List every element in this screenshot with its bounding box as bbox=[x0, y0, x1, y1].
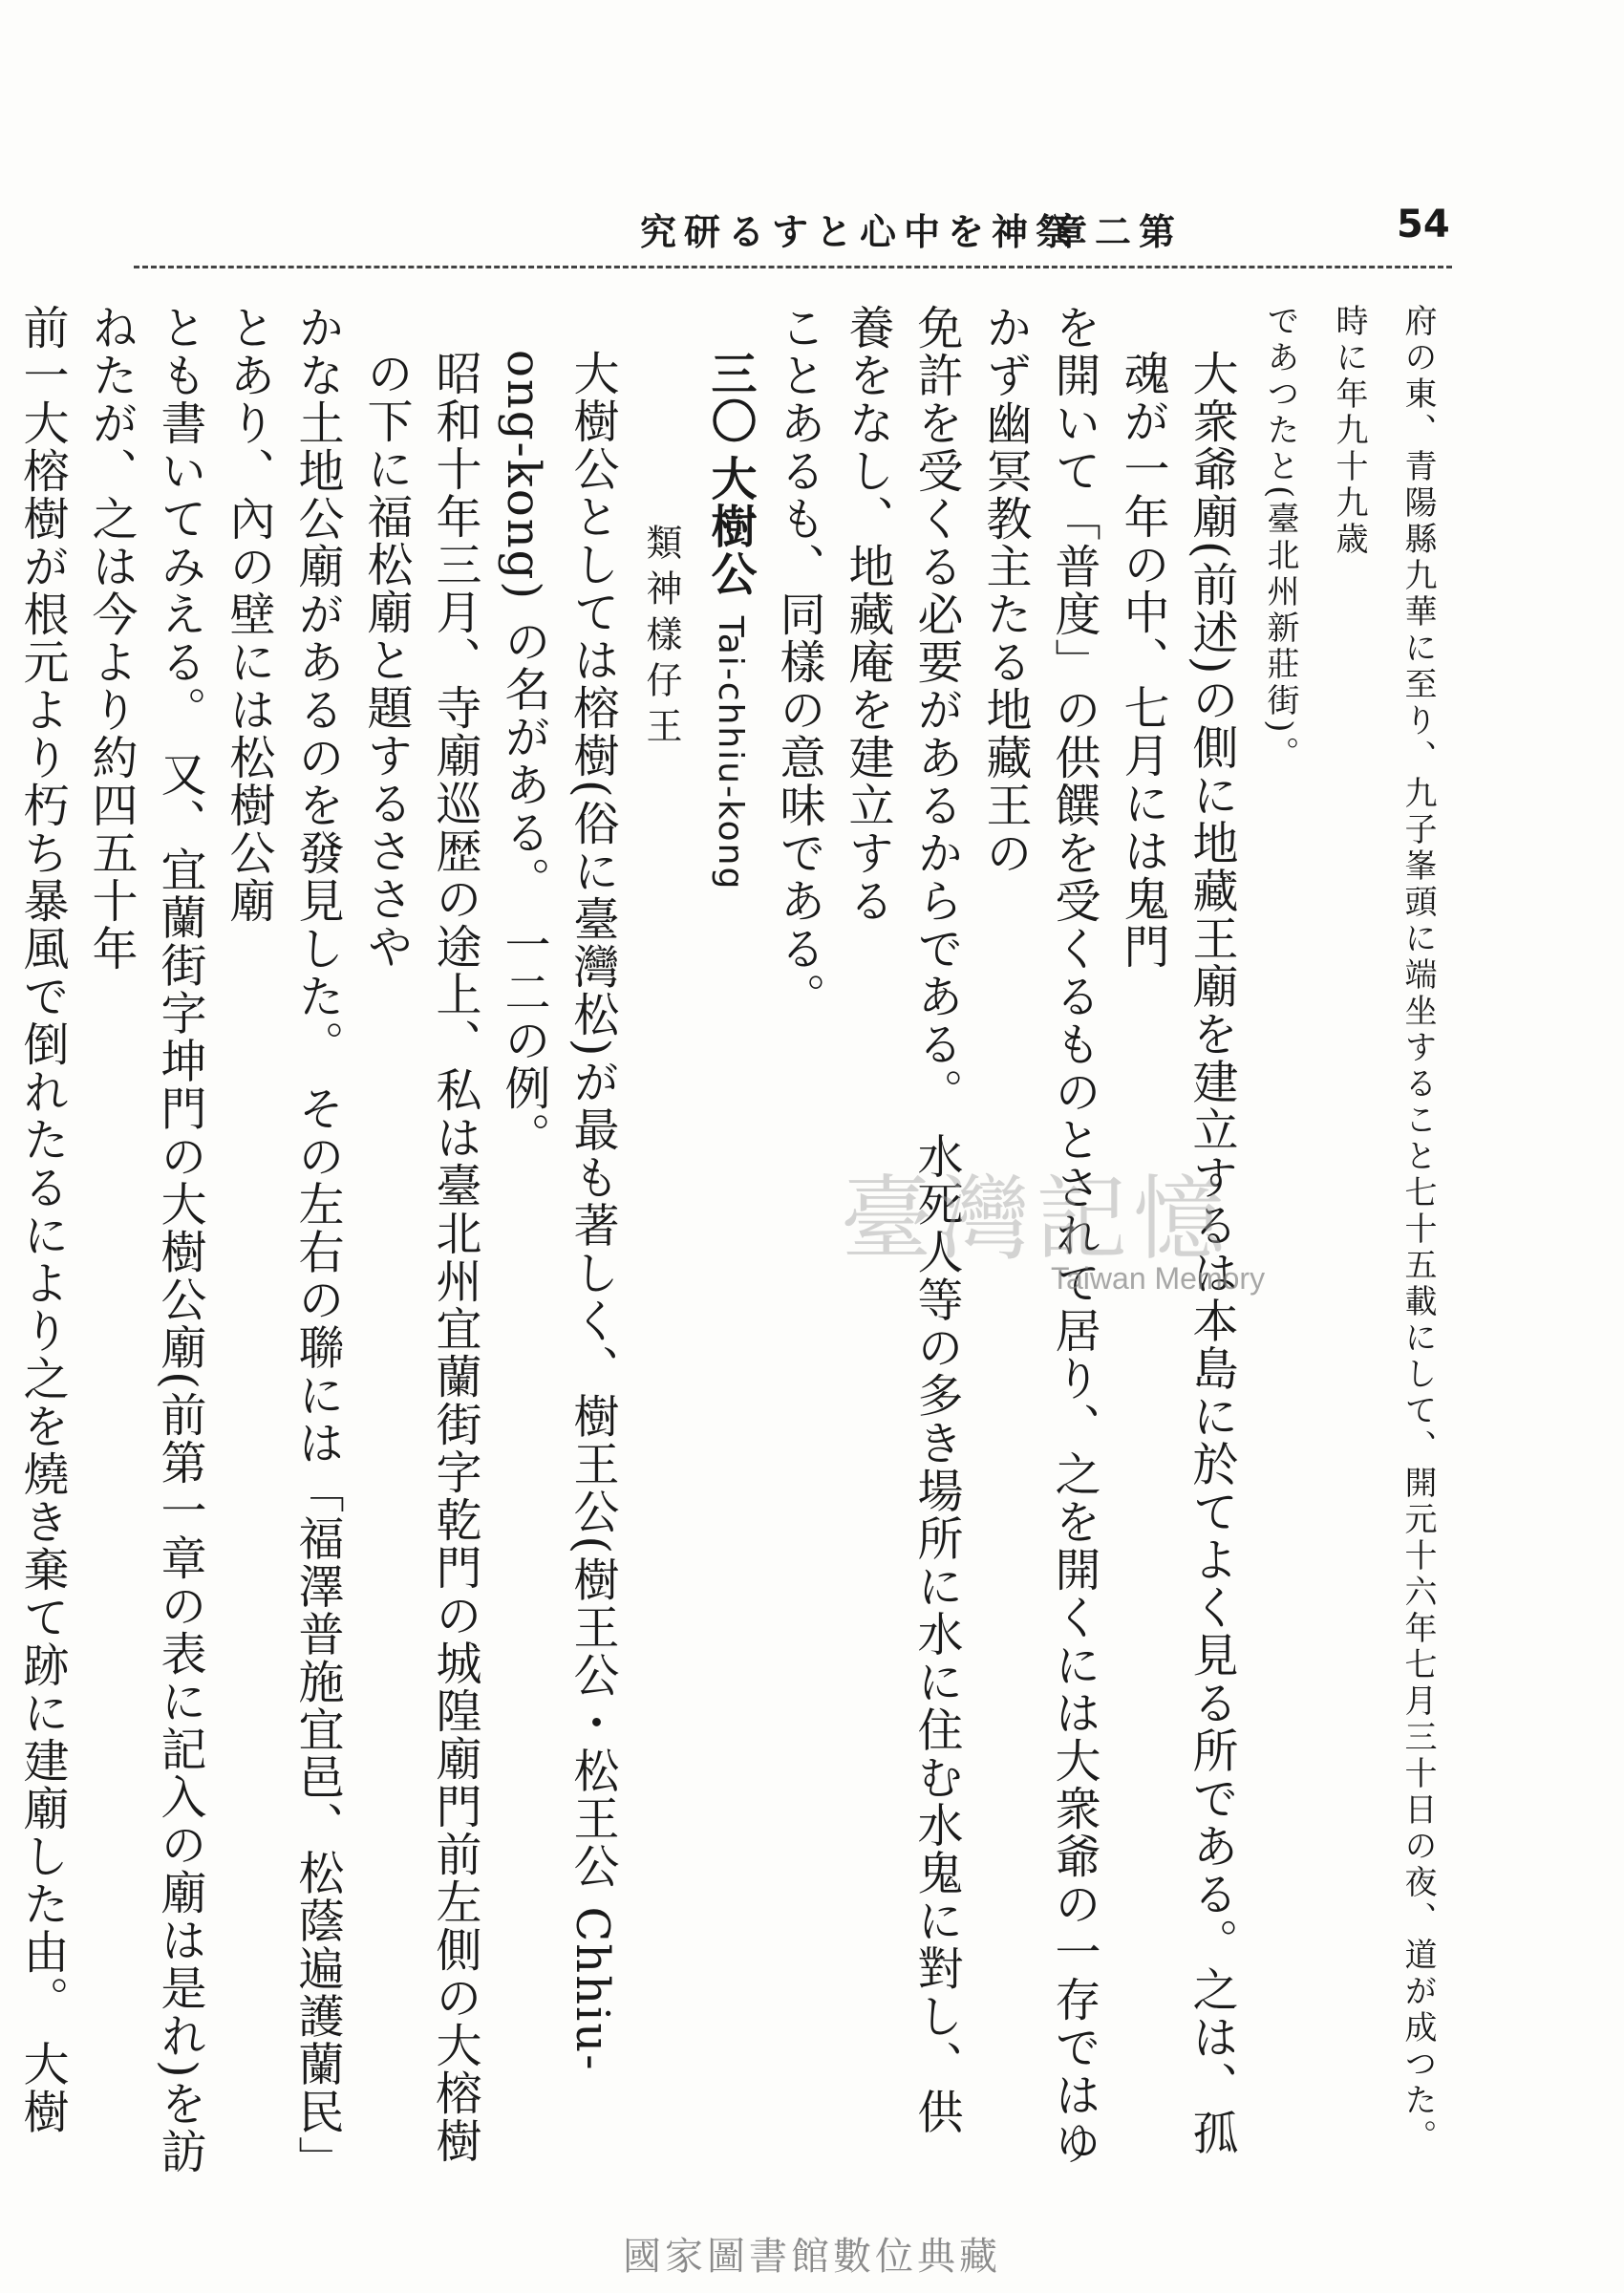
section-latin-name: Tai-chhiu-kong bbox=[711, 615, 750, 891]
text-line: 大樹公としては榕樹(俗に臺灣松)が最も著しく、樹王公 bbox=[566, 350, 619, 1536]
section-subtitle: 類神樣仔王 bbox=[640, 524, 682, 753]
page-number: 54 bbox=[1397, 203, 1450, 246]
paragraph-start bbox=[489, 304, 627, 2176]
footer-credit: 國家圖書館數位典藏 bbox=[623, 2235, 1001, 2279]
text-line: かな土地公廟があるのを發見した。 その左右の聯には「福澤普施宜邑、松蔭遍護蘭民」とあり、內の壁には松樹公廟 bbox=[222, 304, 344, 2161]
header-chapter: 章二第 bbox=[1051, 210, 1184, 253]
text-line: 前一大榕樹が根元より朽ち暴風で倒れたるにより之を燒き棄て跡に建廟した由。 大樹 bbox=[15, 304, 69, 2136]
paragraph-start: 昭和十年三月、寺廟巡歴の途上、私は臺北州宜蘭街字乾門の城隍廟門前左側の大榕樹の下に福松廟と題するささや bbox=[359, 350, 481, 2165]
running-header bbox=[143, 203, 1442, 253]
section-aliases: (樹王公・松王公 Chhiu-ong-kong) の名がある。 一二の例。 bbox=[497, 350, 619, 2072]
header-title: 究研るすと心中を神祭 bbox=[640, 210, 1080, 253]
paragraph-start: 大衆爺廟(前述)の側に地藏王廟を建立するは本島に於てよく見る所である。之は、孤魂が一年の中、七月には鬼門 bbox=[1116, 350, 1238, 2157]
section-title: 大樹公 bbox=[703, 455, 757, 598]
text-line: を開いて「普度」の供饌を受くるものとされて居り、之を開くには大衆爺の一存ではゆかず幽冥教主たる地藏王の bbox=[978, 304, 1100, 2167]
text-line: 府の東、青陽縣九華に至り、九子峯頭に端坐すること七十五載にして、開元十六年七月三十日の夜、道が成つた。時に年九十九歳 bbox=[1330, 304, 1437, 2155]
section-number: 三〇 bbox=[703, 350, 757, 445]
body-text bbox=[15, 304, 1452, 2176]
section-heading bbox=[695, 304, 764, 2176]
text-line: 免許を受くる必要があるからである。 水死人等の多き場所に水に住む水鬼に對し、供養をなし、地藏庵を建立する bbox=[841, 304, 963, 2136]
text-line: とも書いてみえる。 又、宜蘭街字坤門の大樹公廟(前第一章の表に記入の廟は是れ)を訪ねたが、之は今より約四五十年 bbox=[84, 304, 206, 2175]
watermark-seal: 臺灣記憶 bbox=[841, 1166, 1230, 1273]
header-rule bbox=[134, 266, 1452, 268]
watermark-latin: Taiwan Memory bbox=[1051, 1261, 1266, 1296]
text-line: ことあるも、同樣の意味である。 bbox=[772, 304, 825, 1020]
text-line: であつたと(臺北州新莊街)。 bbox=[1261, 304, 1299, 773]
